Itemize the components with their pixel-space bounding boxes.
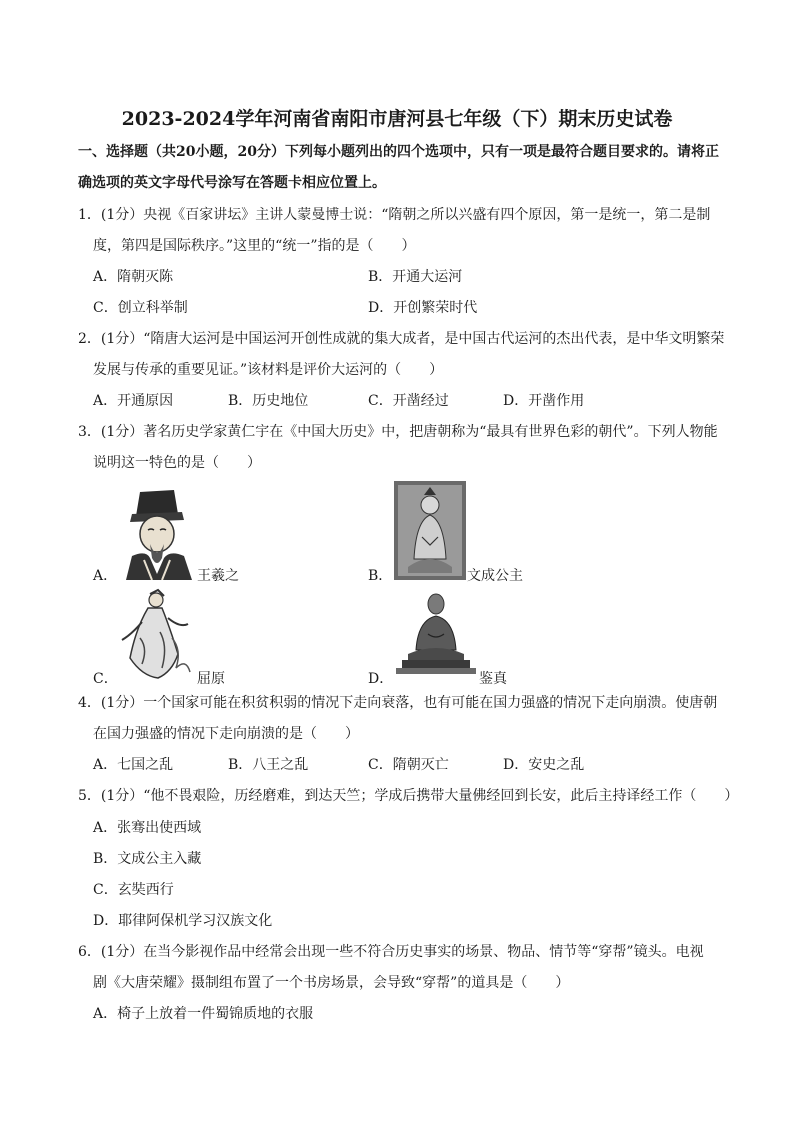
question-5-option-c: C．玄奘西行 bbox=[93, 882, 174, 898]
question-6-line-2: 剧《大唐荣耀》摄制组布置了一个书房场景，会导致“穿帮”的道具是（ ） bbox=[93, 975, 570, 991]
question-1-option-b: B．开通大运河 bbox=[368, 269, 463, 285]
question-6-line-1: 6．(1分）在当今影视作品中经常会出现一些不符合历史事实的场景、物品、情节等“穿帮”镜头。电视 bbox=[78, 944, 704, 960]
question-1-option-c: C．创立科举制 bbox=[93, 300, 188, 316]
question-4-option-d: D．安史之乱 bbox=[503, 757, 585, 773]
question-1-line-1: 1．(1分）央视《百家讲坛》主讲人蒙曼博士说：“隋朝之所以兴盛有四个原因，第一是统一，第二是制 bbox=[78, 207, 711, 223]
question-2-option-b: B．历史地位 bbox=[228, 393, 309, 409]
exam-title: 2023-2024学年河南省南阳市唐河县七年级（下）期末历史试卷 bbox=[121, 108, 673, 130]
question-3-option-a-name: 王羲之 bbox=[197, 568, 239, 584]
question-3-option-c-name: 屈原 bbox=[197, 671, 225, 687]
question-3-option-d-letter: D． bbox=[368, 671, 394, 687]
question-2-option-a: A．开通原因 bbox=[93, 393, 174, 409]
question-5-line-1: 5．(1分）“他不畏艰险，历经磨难，到达天竺；学成后携带大量佛经回到长安，此后主持译经工作（ ） bbox=[78, 788, 739, 804]
wang-xizhi-portrait-image bbox=[118, 484, 196, 580]
question-3-option-b-name: 文成公主 bbox=[467, 568, 523, 584]
question-5-option-a: A．张骞出使西域 bbox=[93, 820, 202, 836]
question-2-option-c: C．开凿经过 bbox=[368, 393, 449, 409]
question-6-option-a: A．椅子上放着一件蜀锦质地的衣服 bbox=[93, 1006, 314, 1022]
jianzhen-statue-image bbox=[394, 588, 478, 680]
question-4-line-1: 4．(1分）一个国家可能在积贫积弱的情况下走向衰落，也有可能在国力强盛的情况下走向崩溃。使唐朝 bbox=[78, 695, 718, 711]
question-4-option-c: C．隋朝灭亡 bbox=[368, 757, 449, 773]
question-5-option-b: B．文成公主入藏 bbox=[93, 851, 202, 867]
question-2-line-1: 2．(1分）“隋唐大运河是中国运河开创性成就的集大成者，是中国古代运河的杰出代表，是中华文明繁荣 bbox=[78, 331, 725, 347]
question-1-option-d: D．开创繁荣时代 bbox=[368, 300, 478, 316]
question-1-option-a: A．隋朝灭陈 bbox=[93, 269, 174, 285]
question-2-line-2: 发展与传承的重要见证。”该材料是评价大运河的（ ） bbox=[93, 362, 444, 378]
question-5-option-d: D．耶律阿保机学习汉族文化 bbox=[93, 913, 273, 929]
question-3-line-1: 3．(1分）著名历史学家黄仁宇在《中国大历史》中，把唐朝称为“最具有世界色彩的朝代”。下列人物能 bbox=[78, 424, 718, 440]
princess-wencheng-painting-image bbox=[394, 481, 466, 580]
section-instructions-line-2: 确选项的英文字母代号涂写在答题卡相应位置上。 bbox=[78, 175, 386, 191]
question-3-option-c-letter: C． bbox=[93, 671, 118, 687]
qu-yuan-portrait-image bbox=[112, 588, 196, 682]
question-3-option-a-letter: A． bbox=[93, 568, 118, 584]
question-1-line-2: 度，第四是国际秩序。”这里的“统一”指的是（ ） bbox=[93, 238, 416, 254]
question-3-line-2: 说明这一特色的是（ ） bbox=[93, 455, 261, 471]
question-3-option-b-letter: B． bbox=[368, 568, 393, 584]
question-3-option-d-name: 鉴真 bbox=[479, 671, 507, 687]
question-2-option-d: D．开凿作用 bbox=[503, 393, 585, 409]
question-4-option-b: B．八王之乱 bbox=[228, 757, 309, 773]
section-instructions-line-1: 一、选择题（共20小题，20分）下列每小题列出的四个选项中，只有一项是最符合题目要求的。请将正 bbox=[78, 144, 719, 160]
question-4-option-a: A．七国之乱 bbox=[93, 757, 174, 773]
question-4-line-2: 在国力强盛的情况下走向崩溃的是（ ） bbox=[93, 726, 359, 742]
